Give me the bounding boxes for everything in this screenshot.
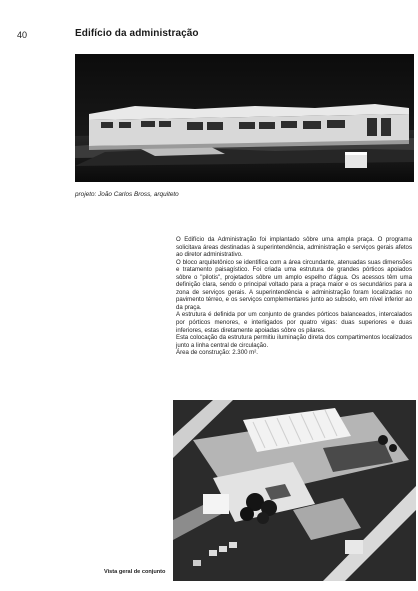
building-model-photo-graphic [75, 54, 414, 182]
site-model-aerial-graphic [173, 400, 416, 581]
photo-caption-architect: projeto: João Carlos Bross, arquiteto [75, 191, 179, 198]
article-body [176, 236, 412, 357]
page-number: 40 [17, 30, 28, 40]
paragraph: A estrutura é definida por um conjunto de grandes pórticos balanceados, intercalados por pórticos menores, e interligados por quatro vigas: duas superiores e duas inferiores, estas diretamente apoiadas sôbre os pilares. [176, 311, 412, 334]
paragraph: O bloco arquitetônico se identifica com a área circundante, atenuadas suas dimensões e tratamento paisagístico. Foi criada uma estrutura de grandes pórticos apoiados sôbre o "pilotis", projetados sôbre um amplo espelho d'água. Os acessos têm uma definição clara, sendo o principal voltado para a praça maior e os secundários para a zona de serviços gerais. A superintendência e administração foram localizadas no pavimento térreo, e os serviços complementares junto ao subsolo, em nível inferior ao da praça. [176, 258, 412, 311]
building-model-photo [75, 54, 414, 182]
photo-caption-overview: Vista geral de conjunto [104, 569, 166, 575]
paragraph: Esta colocação da estrutura permitiu iluminação direta dos compartimentos localizados junto a linha central de circulação. [176, 334, 412, 349]
construction-area: Área de construção: 2.300 m². [176, 349, 258, 357]
site-model-aerial-photo [173, 400, 416, 581]
paragraph: O Edifício da Administração foi implantado sôbre uma ampla praça. O programa solicitava áreas destinadas à superintendência, administração e serviços gerais afetos ao diretor administrativo. [176, 236, 412, 259]
page-title: Edifício da administração [75, 28, 199, 39]
